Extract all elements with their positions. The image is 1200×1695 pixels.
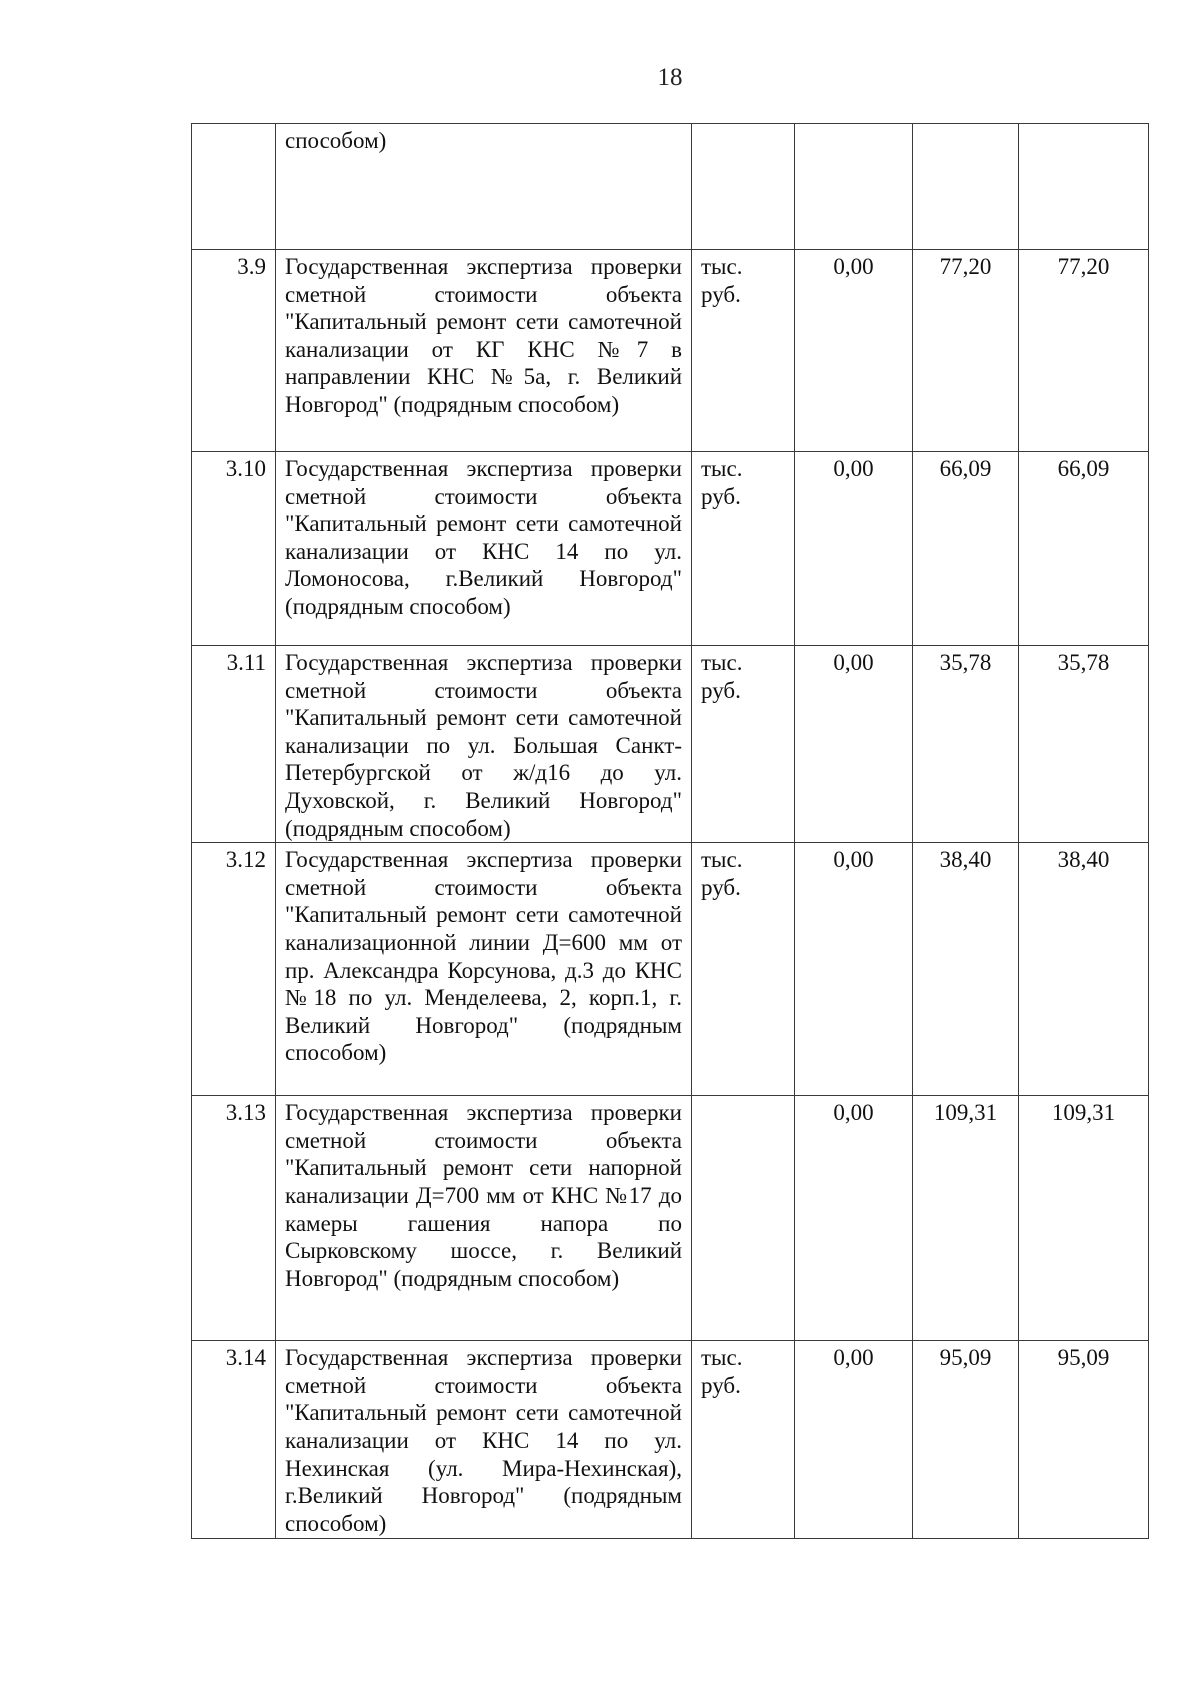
row-value-1: 0,00: [795, 1341, 913, 1539]
row-description: Государственная экспертиза проверки сметной стоимости объекта "Капитальный ремонт сети самотечной канализационной линии Д=600 мм от пр. Александра Корсунова, д.3 до КНС №18 по ул. Менделеева, 2, корп.1, г. Великий Новгород" (подрядным способом): [276, 843, 692, 1096]
expenses-table: [191, 123, 1149, 1539]
row-value-2: 66,09: [913, 452, 1019, 646]
row-number: 3.12: [192, 843, 276, 1096]
row-value-3: 38,40: [1019, 843, 1149, 1096]
table-row: [192, 1096, 1149, 1341]
row-value-2: 35,78: [913, 646, 1019, 843]
row-value-3: 109,31: [1019, 1096, 1149, 1341]
row-unit: тыс. руб.: [692, 1341, 795, 1539]
table-row: [192, 124, 1149, 250]
table-row: [192, 250, 1149, 452]
row-value-1: 0,00: [795, 843, 913, 1096]
row-value-3: 77,20: [1019, 250, 1149, 452]
row-description: Государственная экспертиза проверки сметной стоимости объекта "Капитальный ремонт сети самотечной канализации от КНС 14 по ул. Нехинская (ул. Мира-Нехинская), г.Великий Новгород" (подрядным способом): [276, 1341, 692, 1539]
row-value-3: 95,09: [1019, 1341, 1149, 1539]
row-value-3: 66,09: [1019, 452, 1149, 646]
row-description: Государственная экспертиза проверки сметной стоимости объекта "Капитальный ремонт сети самотечной канализации по ул. Большая Санкт-Петербургской от ж/д16 до ул. Духовской, г. Великий Новгород" (подрядным способом): [276, 646, 692, 843]
row-description: Государственная экспертиза проверки сметной стоимости объекта "Капитальный ремонт сети напорной канализации Д=700 мм от КНС №17 до камеры гашения напора по Сырковскому шоссе, г. Великий Новгород" (подрядным способом): [276, 1096, 692, 1341]
row-value-1: 0,00: [795, 250, 913, 452]
row-unit: тыс. руб.: [692, 452, 795, 646]
row-value-2: [913, 124, 1019, 250]
row-number: 3.9: [192, 250, 276, 452]
row-value-2: 95,09: [913, 1341, 1019, 1539]
row-number: [192, 124, 276, 250]
row-number: 3.10: [192, 452, 276, 646]
row-description: Государственная экспертиза проверки сметной стоимости объекта "Капитальный ремонт сети самотечной канализации от КНС 14 по ул. Ломоносова, г.Великий Новгород" (подрядным способом): [276, 452, 692, 646]
row-number: 3.11: [192, 646, 276, 843]
page-number: 18: [657, 64, 683, 91]
row-value-1: 0,00: [795, 1096, 913, 1341]
table-row: [192, 843, 1149, 1096]
row-value-2: 77,20: [913, 250, 1019, 452]
row-value-1: 0,00: [795, 452, 913, 646]
table-row: [192, 452, 1149, 646]
row-unit: тыс. руб.: [692, 646, 795, 843]
row-value-3: [1019, 124, 1149, 250]
row-unit: тыс. руб.: [692, 843, 795, 1096]
row-unit: тыс. руб.: [692, 250, 795, 452]
table-row: [192, 1341, 1149, 1539]
row-description: способом): [276, 124, 692, 250]
row-description: Государственная экспертиза проверки сметной стоимости объекта "Капитальный ремонт сети самотечной канализации от КГ КНС №7 в направлении КНС №5а, г. Великий Новгород" (подрядным способом): [276, 250, 692, 452]
row-value-2: 38,40: [913, 843, 1019, 1096]
table-row: [192, 646, 1149, 843]
row-unit: [692, 124, 795, 250]
row-value-2: 109,31: [913, 1096, 1019, 1341]
row-value-3: 35,78: [1019, 646, 1149, 843]
row-number: 3.13: [192, 1096, 276, 1341]
row-value-1: 0,00: [795, 646, 913, 843]
row-value-1: [795, 124, 913, 250]
row-number: 3.14: [192, 1341, 276, 1539]
row-unit: [692, 1096, 795, 1341]
